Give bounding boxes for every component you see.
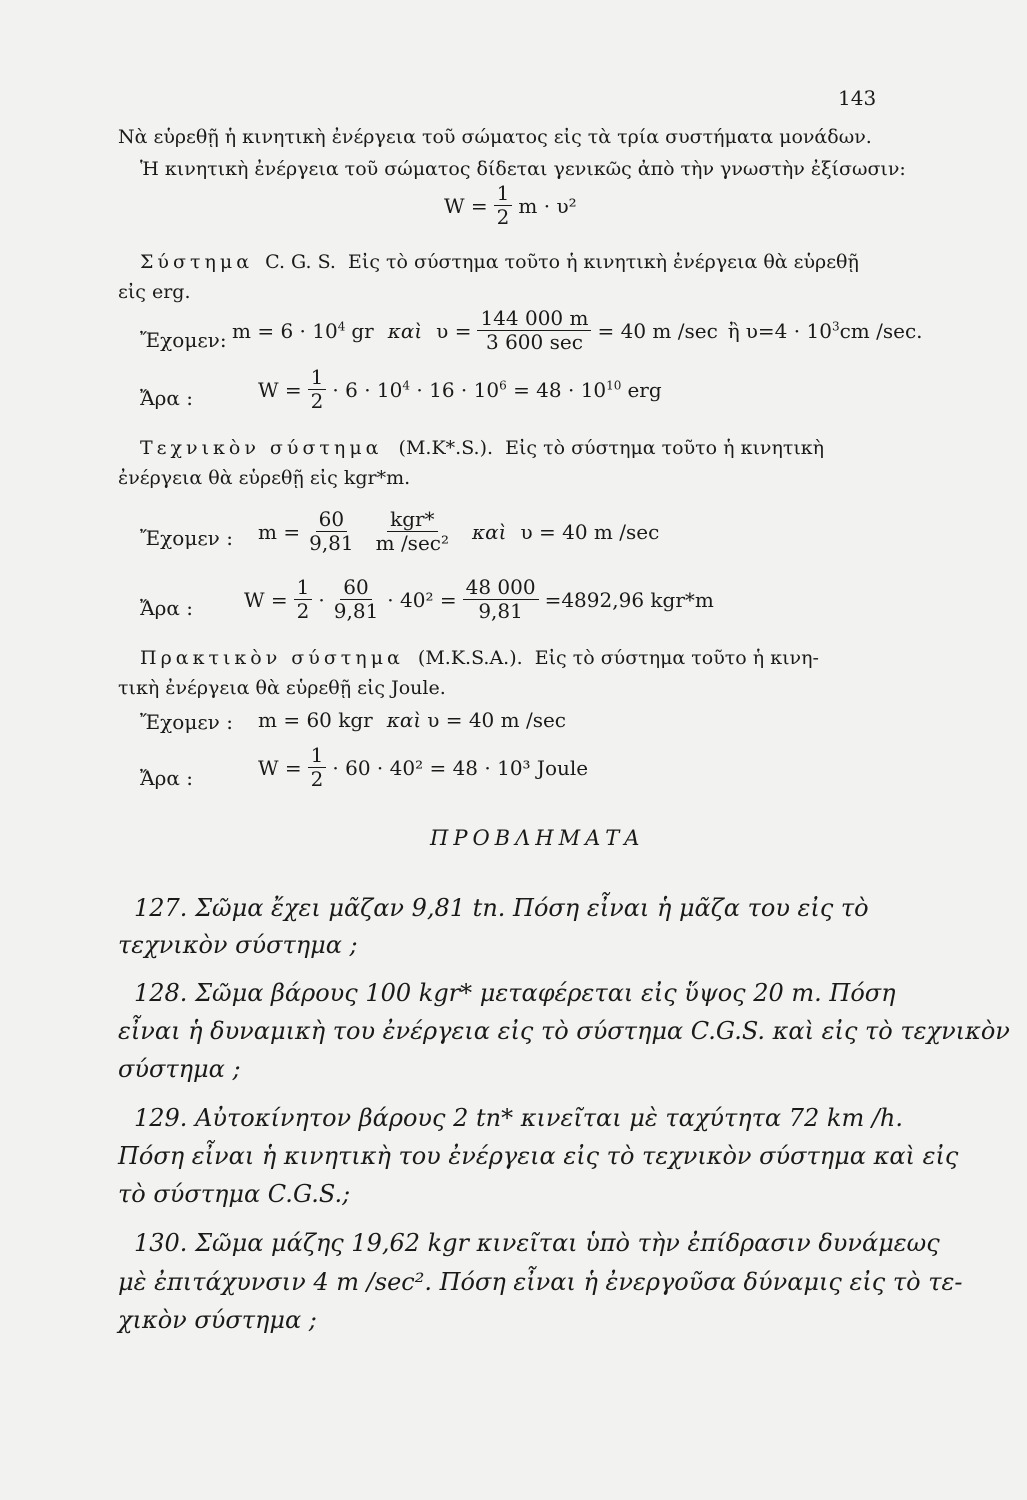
tech-mass-velocity [258, 508, 659, 555]
tech-ara: Ἄρα : [140, 596, 194, 620]
tech-W-dot: · [318, 587, 325, 612]
mksa-ara: Ἄρα : [140, 766, 194, 790]
tech-W-denominator-1: 2 [296, 599, 310, 623]
tech-heading-line [140, 437, 824, 459]
mksa-system: (M.K.S.A.). [417, 647, 523, 669]
cgs-kai: καὶ [387, 318, 423, 343]
tech-W-numerator-1: 1 [294, 576, 313, 600]
mksa-W-rest: · 60 · 40² = 48 · 10³ Joule [332, 755, 589, 780]
problem-129-line-1: 129. Αὐτοκίνητον βάρους 2 tn* κινεῖται μὲ ταχύτητα 72 km /h. [134, 1104, 904, 1132]
problem-127-line-2: τεχνικὸν σύστημα ; [118, 931, 358, 959]
intro-line-1: Νὰ εὑρεθῇ ἡ κινητικὴ ἐνέργεια τοῦ σώματος εἰς τὰ τρία συστήματα μονάδων. [118, 126, 872, 148]
problems-heading: ΠΡΟΒΛΗΜΑΤΑ [430, 826, 645, 850]
cgs-or: ἢ [727, 318, 740, 343]
problem-130-line-2: μὲ ἐπιτάχυνσιν 4 m /sec². Πόση εἶναι ἡ ἐνεργοῦσα δύναμις εἰς τὸ τε- [118, 1268, 963, 1296]
page-number: 143 [838, 86, 877, 110]
mksa-W-fraction [308, 744, 327, 791]
problem-129-line-3: τὸ σύστημα C.G.S.; [118, 1180, 351, 1208]
tech-m-unit-denominator: m /sec² [375, 531, 450, 555]
cgs-v-alt: $\upsilon=4 \cdot 10^3cm$ /sec. [745, 318, 923, 343]
mksa-W-lhs: W = [258, 755, 302, 780]
problem-127-line-1: 127. Σῶμα ἔχει μᾶζαν 9,81 tn. Πόση εἶναι ἡ μᾶζα του εἰς τὸ [134, 894, 869, 922]
cgs-v-lhs: υ = [436, 318, 472, 343]
cgs-title: Σύστημα [140, 251, 254, 273]
mksa-W-numerator: 1 [308, 744, 327, 768]
tech-W-numerator-3: 48 000 [463, 576, 539, 600]
tech-W-fraction-3 [463, 576, 539, 623]
cgs-W-rest: · $6 \cdot 10^4 \cdot 16 \cdot 10^6 = 48 \cdot 10^{10}$ [332, 377, 622, 402]
cgs-line1-rest: Εἰς τὸ σύστημα τοῦτο ἡ κινητικὴ ἐνέργεια θὰ εὑρεθῇ [348, 251, 859, 273]
tech-v: υ = 40 m /sec [520, 519, 660, 544]
tech-line1-rest: Εἰς τὸ σύστημα τοῦτο ἡ κινητικὴ [505, 437, 825, 459]
mksa-heading-line [140, 647, 819, 669]
tech-W-fraction-2 [331, 576, 382, 623]
tech-system: (M.K*.S.). [398, 437, 494, 459]
cgs-v-numerator: 144 000 m [477, 307, 591, 331]
problem-129-line-2: Πόση εἶναι ἡ κινητικὴ του ἐνέργεια εἰς τὸ τεχνικὸν σύστημα καὶ εἰς [118, 1142, 959, 1170]
cgs-echomen: Ἔχομεν: [140, 328, 227, 352]
mksa-v: υ = 40 m /sec [427, 708, 567, 732]
cgs-line-2: εἰς erg. [118, 281, 191, 303]
cgs-ara: Ἄρα : [140, 386, 194, 410]
cgs-m-expr: $m = 6 \cdot 10^4$ [232, 318, 346, 343]
mksa-kai: καὶ [386, 708, 422, 732]
mksa-energy [258, 744, 588, 791]
tech-W-square: · 40² = [387, 587, 457, 612]
cgs-W-fraction [308, 366, 327, 413]
tech-m-denominator: 9,81 [309, 531, 354, 555]
tech-m-fraction [306, 508, 357, 555]
problem-128-line-2: εἶναι ἡ δυναμικὴ του ἐνέργεια εἰς τὸ σύστημα C.G.S. καὶ εἰς τὸ τεχνικὸν [118, 1017, 1010, 1045]
cgs-v-result: = 40 m /sec [597, 318, 718, 343]
formula-denominator: 2 [496, 205, 510, 229]
tech-title: Τεχνικὸν σύστημα [140, 437, 383, 459]
tech-W-result: =4892,96 kgr*m [544, 587, 714, 612]
problem-130-line-3: χικὸν σύστημα ; [118, 1306, 317, 1334]
mksa-line1-rest: Εἰς τὸ σύστημα τοῦτο ἡ κινη- [534, 647, 819, 669]
formula-lhs: W = [444, 193, 488, 218]
mksa-echomen: Ἔχομεν : [140, 710, 233, 734]
problem-128-line-3: σύστημα ; [118, 1055, 241, 1083]
mksa-W-denominator: 2 [310, 767, 324, 791]
intro-line-2: Ἡ κινητικὴ ἐνέργεια τοῦ σώματος δίδεται γενικῶς ἀπὸ τὴν γνωστὴν ἐξίσωσιν: [140, 158, 906, 180]
mksa-title: Πρακτικὸν σύστημα [140, 647, 404, 669]
mksa-mass-velocity [258, 708, 566, 732]
tech-m-unit-numerator: kgr* [387, 508, 437, 532]
mksa-m: m = 60 kgr [258, 708, 373, 732]
tech-kai: καὶ [472, 519, 507, 544]
tech-m-numerator: 60 [316, 508, 347, 532]
cgs-W-numerator: 1 [308, 366, 327, 390]
cgs-mass-velocity [232, 307, 923, 354]
formula-numerator: 1 [494, 182, 513, 206]
cgs-m-unit: gr [351, 318, 374, 343]
cgs-W-unit: erg [627, 377, 662, 402]
tech-W-denominator-3: 9,81 [478, 599, 523, 623]
tech-W-numerator-2: 60 [340, 576, 371, 600]
problem-128-line-1: 128. Σῶμα βάρους 100 kgr* μεταφέρεται εἰς ὕψος 20 m. Πόση [134, 979, 896, 1007]
cgs-energy [258, 366, 662, 413]
tech-line-2: ἐνέργεια θὰ εὑρεθῇ εἰς kgr*m. [118, 467, 411, 489]
tech-m-lhs: m = [258, 519, 301, 544]
tech-echomen: Ἔχομεν : [140, 526, 233, 550]
tech-W-lhs: W = [244, 587, 288, 612]
cgs-system: C. G. S. [265, 251, 336, 273]
formula-rest: m · υ² [518, 193, 577, 218]
cgs-W-lhs: W = [258, 377, 302, 402]
tech-W-denominator-2: 9,81 [333, 599, 379, 623]
cgs-v-fraction [477, 307, 591, 354]
cgs-W-denominator: 2 [310, 389, 324, 413]
problem-130-line-1: 130. Σῶμα μάζης 19,62 kgr κινεῖται ὑπὸ τὴν ἐπίδρασιν δυνάμεως [134, 1229, 940, 1257]
cgs-v-denominator: 3 600 sec [486, 330, 583, 354]
formula-kinetic-energy [444, 182, 577, 229]
mksa-line-2: τικὴ ἐνέργεια θὰ εὑρεθῇ εἰς Joule. [118, 677, 446, 699]
tech-W-fraction-1 [294, 576, 313, 623]
formula-fraction [494, 182, 513, 229]
cgs-heading-line [140, 251, 859, 273]
tech-energy [244, 576, 714, 623]
tech-m-unit-fraction [373, 508, 452, 555]
